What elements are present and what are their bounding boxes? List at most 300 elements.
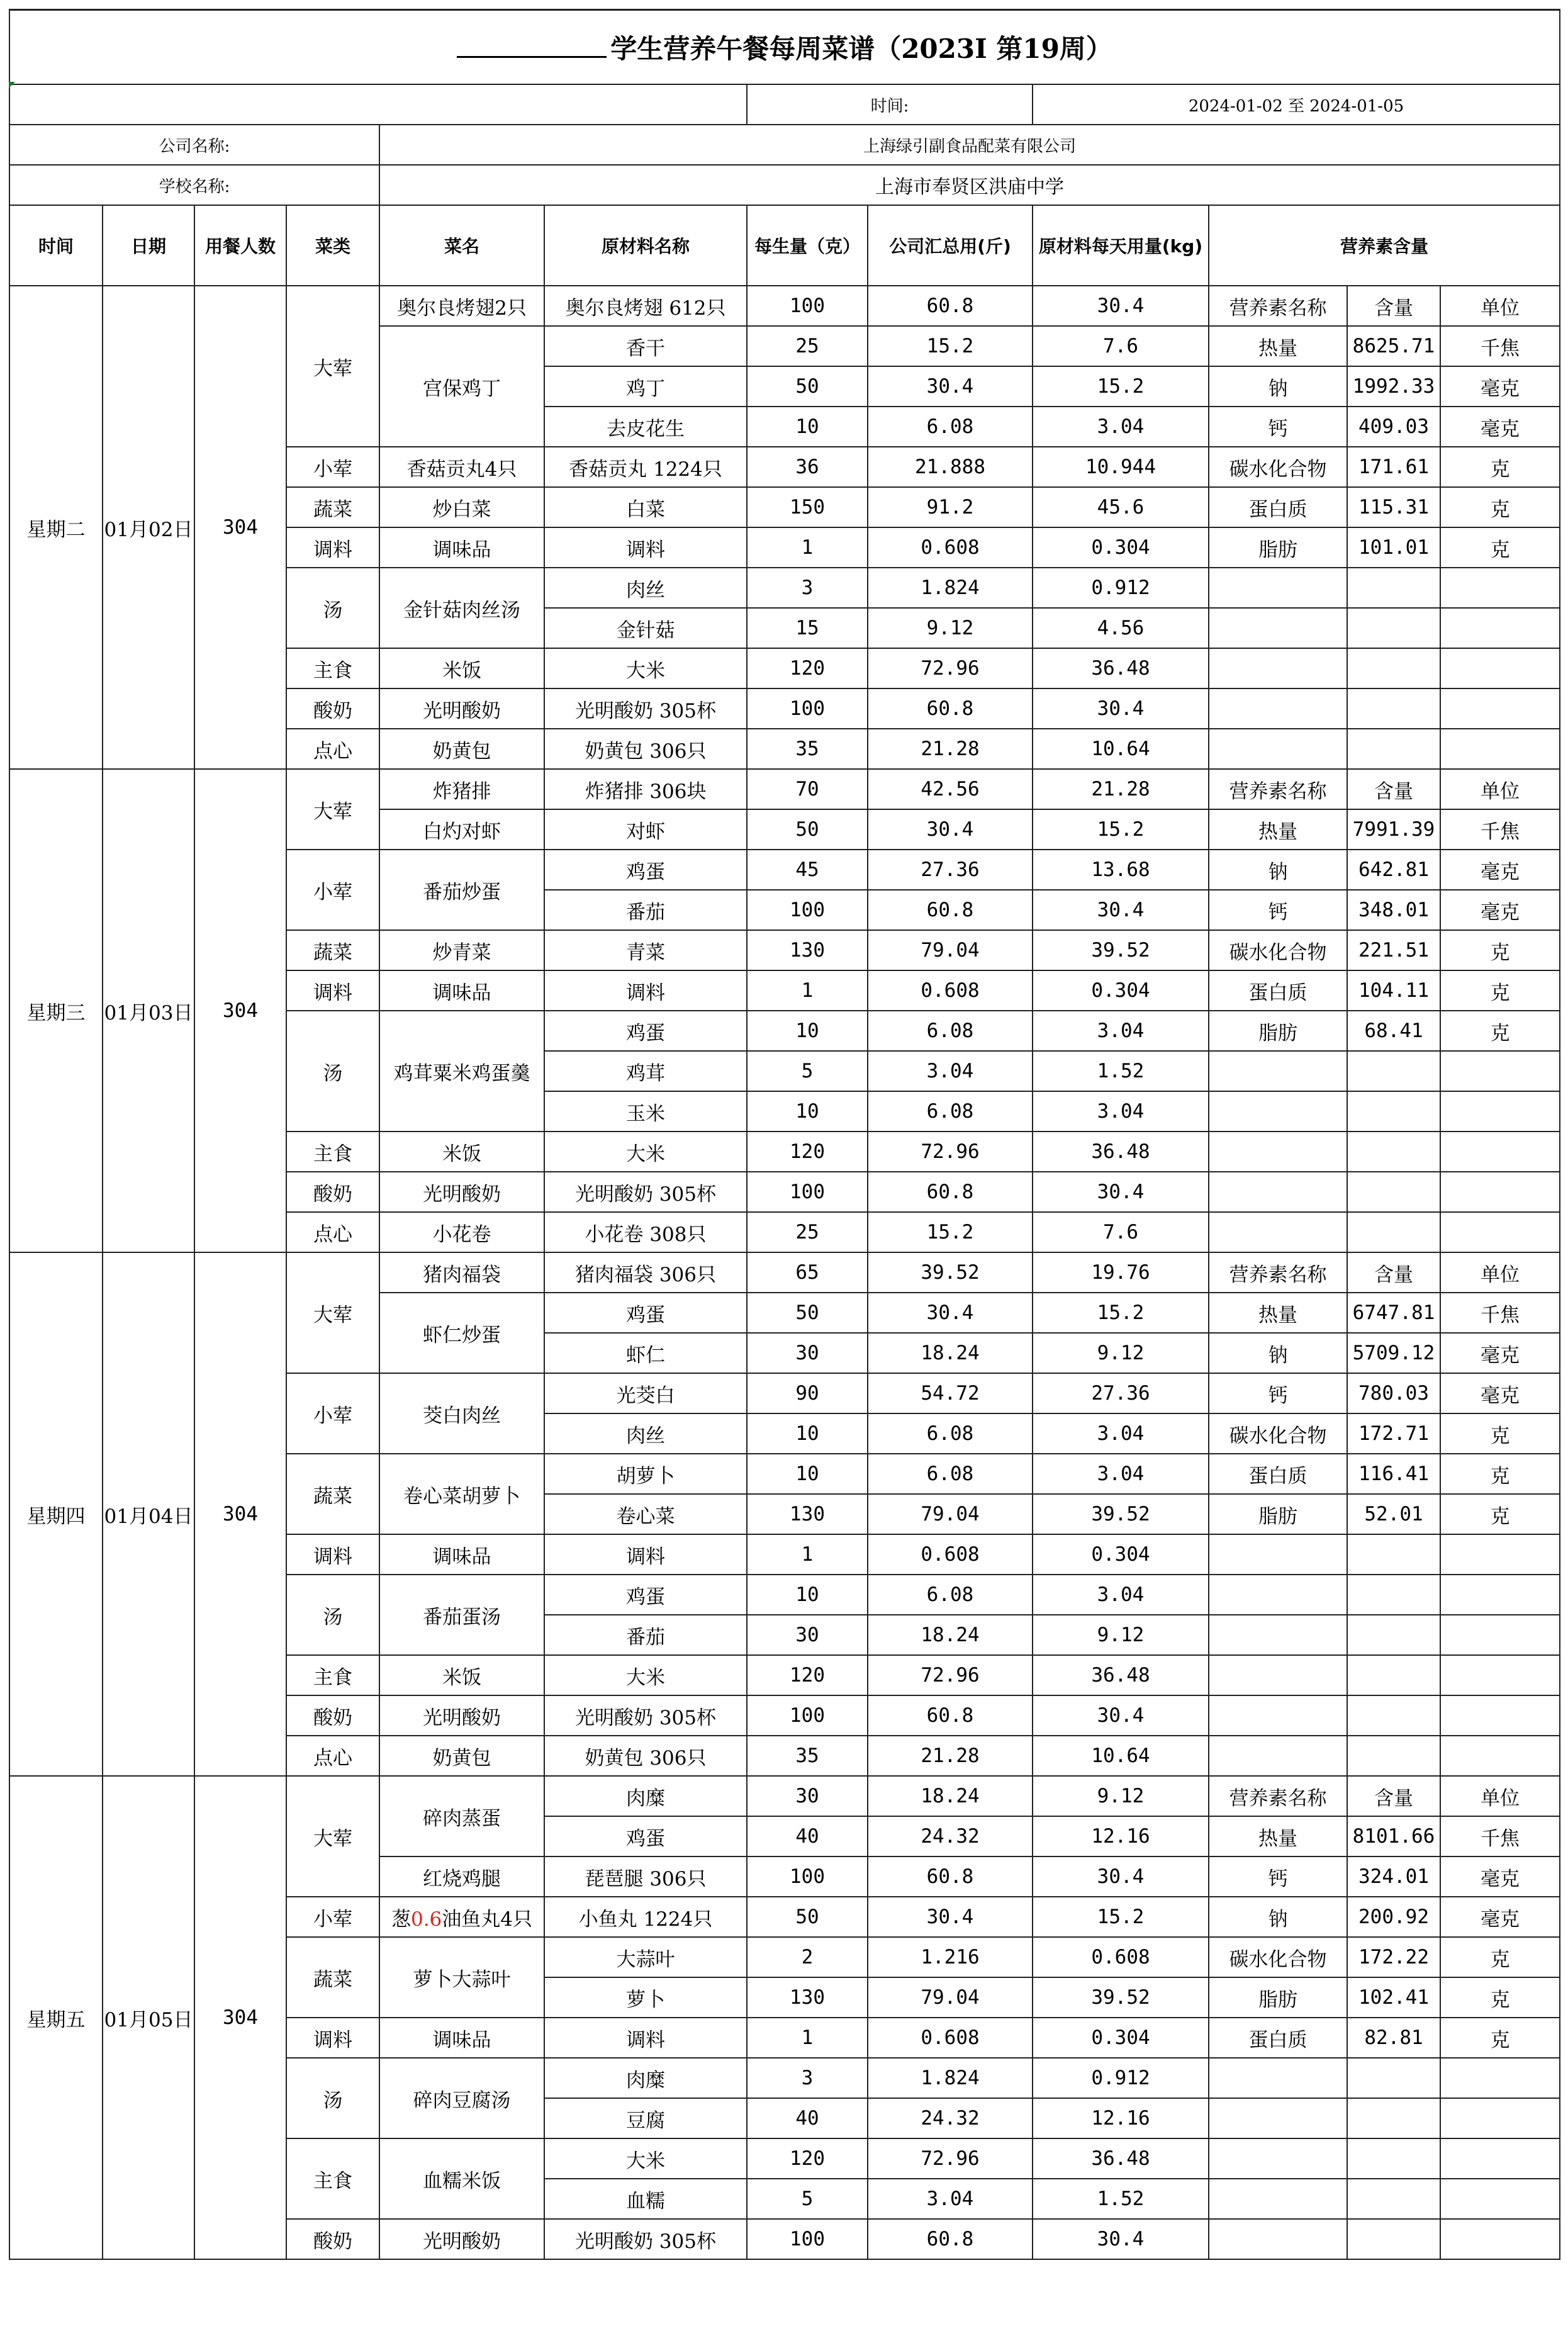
daily-usage-cell: 12.16	[1033, 1816, 1209, 1856]
category-cell: 大荤	[286, 1776, 379, 1897]
empty-cell	[1347, 1212, 1440, 1252]
per-student-cell: 30	[747, 1615, 868, 1655]
date-cell: 01月05日	[103, 1776, 194, 2259]
ingredient-cell: 肉糜	[544, 2058, 747, 2098]
company-total-cell: 21.28	[868, 729, 1033, 769]
empty-cell	[1209, 2138, 1347, 2179]
per-student-cell: 70	[747, 769, 868, 809]
school-label: 学校名称:	[9, 165, 379, 205]
empty-cell	[1209, 1736, 1347, 1776]
company-label: 公司名称:	[9, 125, 379, 165]
nutrient-name-cell: 脂肪	[1209, 1494, 1347, 1534]
daily-usage-cell: 10.64	[1033, 1736, 1209, 1776]
nutrient-amount-cell: 171.61	[1347, 447, 1440, 487]
per-student-cell: 50	[747, 1293, 868, 1333]
daily-usage-cell: 30.4	[1033, 1695, 1209, 1736]
per-student-cell: 100	[747, 1856, 868, 1897]
empty-cell	[1440, 1172, 1560, 1212]
daily-usage-cell: 7.6	[1033, 1212, 1209, 1252]
daily-usage-cell: 9.12	[1033, 1776, 1209, 1816]
dish-name-cell: 红烧鸡腿	[379, 1856, 544, 1897]
dish-name-cell: 金针菇肉丝汤	[379, 568, 544, 648]
company-total-cell: 1.216	[868, 1937, 1033, 1977]
company-total-cell: 24.32	[868, 1816, 1033, 1856]
empty-cell	[1209, 2058, 1347, 2098]
dish-name-cell	[379, 1897, 544, 1937]
ingredient-cell: 鸡蛋	[544, 1293, 747, 1333]
dish-name-cell: 虾仁炒蛋	[379, 1293, 544, 1373]
empty-cell	[1209, 1695, 1347, 1736]
dish-name-cell: 番茄炒蛋	[379, 850, 544, 930]
daily-usage-cell: 15.2	[1033, 1897, 1209, 1937]
company-total-cell: 72.96	[868, 1132, 1033, 1172]
per-student-cell: 120	[747, 2138, 868, 2179]
nutrient-name-cell: 碳水化合物	[1209, 1413, 1347, 1454]
ingredient-cell: 白菜	[544, 487, 747, 527]
dish-name-part: 油鱼丸4只	[442, 1907, 533, 1931]
nutrient-unit-cell: 单位	[1440, 286, 1560, 326]
company-total-cell: 6.08	[868, 1575, 1033, 1615]
time-value: 2024-01-02 至 2024-01-05	[1033, 84, 1560, 125]
per-student-cell: 130	[747, 1494, 868, 1534]
table-row	[9, 1252, 1560, 1293]
empty-cell	[1347, 1575, 1440, 1615]
header-cell: 菜名	[379, 205, 544, 286]
nutrient-amount-cell: 200.92	[1347, 1897, 1440, 1937]
category-cell: 汤	[286, 568, 379, 648]
category-cell: 大荤	[286, 286, 379, 447]
nutrient-unit-cell: 单位	[1440, 1776, 1560, 1816]
nutrient-name-cell: 热量	[1209, 326, 1347, 366]
per-student-cell: 50	[747, 809, 868, 850]
dish-name-cell: 调味品	[379, 2018, 544, 2058]
company-total-cell: 27.36	[868, 850, 1033, 890]
per-student-cell: 150	[747, 487, 868, 527]
company-total-cell: 60.8	[868, 1695, 1033, 1736]
category-cell: 酸奶	[286, 1172, 379, 1212]
empty-cell	[1209, 608, 1347, 648]
dish-name-cell: 炒青菜	[379, 930, 544, 970]
per-student-cell: 50	[747, 366, 868, 407]
empty-cell	[1209, 1091, 1347, 1132]
empty-cell	[1440, 1615, 1560, 1655]
per-student-cell: 10	[747, 1575, 868, 1615]
nutrient-unit-cell: 克	[1440, 1937, 1560, 1977]
ingredient-cell: 光茭白	[544, 1373, 747, 1413]
category-cell: 点心	[286, 1212, 379, 1252]
company-total-cell: 72.96	[868, 1655, 1033, 1695]
empty-cell	[1209, 729, 1347, 769]
daily-usage-cell: 13.68	[1033, 850, 1209, 890]
nutrient-amount-cell: 324.01	[1347, 1856, 1440, 1897]
per-student-cell: 120	[747, 1132, 868, 1172]
daily-usage-cell: 30.4	[1033, 1856, 1209, 1897]
company-total-cell: 91.2	[868, 487, 1033, 527]
empty-cell	[1209, 648, 1347, 688]
ingredient-cell: 去皮花生	[544, 407, 747, 447]
company-total-cell: 79.04	[868, 1977, 1033, 2018]
per-student-cell: 40	[747, 2098, 868, 2138]
per-student-cell: 90	[747, 1373, 868, 1413]
day-cell: 星期五	[9, 1776, 103, 2259]
daily-usage-cell: 21.28	[1033, 769, 1209, 809]
per-student-cell: 30	[747, 1333, 868, 1373]
dish-name-cell: 炸猪排	[379, 769, 544, 809]
category-cell: 蔬菜	[286, 1454, 379, 1534]
empty-cell	[1440, 2058, 1560, 2098]
daily-usage-cell: 36.48	[1033, 1132, 1209, 1172]
ingredient-cell: 番茄	[544, 1615, 747, 1655]
category-cell: 点心	[286, 1736, 379, 1776]
ingredient-cell: 奶黄包 306只	[544, 1736, 747, 1776]
empty-cell	[1209, 1132, 1347, 1172]
empty-cell	[1347, 608, 1440, 648]
company-total-cell: 18.24	[868, 1333, 1033, 1373]
per-student-cell: 1	[747, 527, 868, 568]
per-student-cell: 25	[747, 1212, 868, 1252]
header-cell: 原材料每天用量(kg)	[1033, 205, 1209, 286]
header-cell: 公司汇总用(斤)	[868, 205, 1033, 286]
empty-cell	[1347, 1695, 1440, 1736]
nutrient-amount-cell: 含量	[1347, 1776, 1440, 1816]
daily-usage-cell: 0.304	[1033, 2018, 1209, 2058]
ingredient-cell: 鸡丁	[544, 366, 747, 407]
empty-cell	[1347, 729, 1440, 769]
company-total-cell: 18.24	[868, 1615, 1033, 1655]
nutrient-name-cell: 热量	[1209, 809, 1347, 850]
ingredient-cell: 光明酸奶 305杯	[544, 1695, 747, 1736]
empty-cell	[1347, 1051, 1440, 1091]
sheet-corner-mark	[9, 82, 15, 88]
company-total-cell: 15.2	[868, 1212, 1033, 1252]
company-total-cell: 30.4	[868, 1293, 1033, 1333]
daily-usage-cell: 36.48	[1033, 2138, 1209, 2179]
company-value: 上海绿引副食品配菜有限公司	[379, 125, 1560, 165]
category-cell: 调料	[286, 527, 379, 568]
nutrient-amount-cell: 104.11	[1347, 970, 1440, 1011]
per-student-cell: 130	[747, 930, 868, 970]
daily-usage-cell: 3.04	[1033, 1454, 1209, 1494]
nutrient-amount-cell: 115.31	[1347, 487, 1440, 527]
ingredient-cell: 鸡蛋	[544, 850, 747, 890]
daily-usage-cell: 30.4	[1033, 688, 1209, 729]
daily-usage-cell: 0.912	[1033, 2058, 1209, 2098]
per-student-cell: 100	[747, 286, 868, 326]
per-student-cell: 10	[747, 1011, 868, 1051]
nutrient-amount-cell: 642.81	[1347, 850, 1440, 890]
category-cell: 蔬菜	[286, 487, 379, 527]
daily-usage-cell: 4.56	[1033, 608, 1209, 648]
empty-cell	[1440, 1534, 1560, 1575]
table-row	[9, 769, 1560, 809]
nutrient-amount-cell: 含量	[1347, 286, 1440, 326]
nutrient-unit-cell: 单位	[1440, 1252, 1560, 1293]
dish-name-cell: 鸡茸粟米鸡蛋羹	[379, 1011, 544, 1132]
dish-name-cell: 奶黄包	[379, 1736, 544, 1776]
per-student-cell: 100	[747, 1172, 868, 1212]
empty-cell	[1209, 2179, 1347, 2219]
empty-cell	[1347, 1534, 1440, 1575]
daily-usage-cell: 0.304	[1033, 527, 1209, 568]
ingredient-cell: 虾仁	[544, 1333, 747, 1373]
nutrient-unit-cell: 克	[1440, 1454, 1560, 1494]
ingredient-cell: 鸡蛋	[544, 1816, 747, 1856]
daily-usage-cell: 30.4	[1033, 2219, 1209, 2259]
nutrient-name-cell: 营养素名称	[1209, 769, 1347, 809]
company-total-cell: 60.8	[868, 2219, 1033, 2259]
empty-cell	[1440, 2098, 1560, 2138]
company-total-cell: 6.08	[868, 407, 1033, 447]
ingredient-cell: 金针菇	[544, 608, 747, 648]
company-total-cell: 54.72	[868, 1373, 1033, 1413]
table-row	[9, 286, 1560, 326]
ingredient-cell: 奥尔良烤翅 612只	[544, 286, 747, 326]
company-total-cell: 6.08	[868, 1011, 1033, 1051]
ingredient-cell: 小花卷 308只	[544, 1212, 747, 1252]
dish-name-cell: 碎肉蒸蛋	[379, 1776, 544, 1856]
dish-name-cell: 奥尔良烤翅2只	[379, 286, 544, 326]
empty-cell	[1440, 2179, 1560, 2219]
company-total-cell: 15.2	[868, 326, 1033, 366]
ingredient-cell: 大米	[544, 1132, 747, 1172]
per-student-cell: 100	[747, 688, 868, 729]
per-student-cell: 10	[747, 1413, 868, 1454]
nutrient-name-cell: 蛋白质	[1209, 1454, 1347, 1494]
diners-cell: 304	[194, 769, 286, 1252]
nutrient-amount-cell: 含量	[1347, 769, 1440, 809]
per-student-cell: 10	[747, 1091, 868, 1132]
nutrient-amount-cell: 5709.12	[1347, 1333, 1440, 1373]
nutrient-name-cell: 钠	[1209, 850, 1347, 890]
nutrient-unit-cell: 千焦	[1440, 1293, 1560, 1333]
per-student-cell: 65	[747, 1252, 868, 1293]
company-total-cell: 1.824	[868, 568, 1033, 608]
ingredient-cell: 血糯	[544, 2179, 747, 2219]
daily-usage-cell: 36.48	[1033, 648, 1209, 688]
nutrient-unit-cell: 克	[1440, 1977, 1560, 2018]
dish-name-cell: 炒白菜	[379, 487, 544, 527]
daily-usage-cell: 10.944	[1033, 447, 1209, 487]
daily-usage-cell: 45.6	[1033, 487, 1209, 527]
time-label: 时间:	[747, 84, 1033, 125]
dish-name-cell: 调味品	[379, 1534, 544, 1575]
school-value: 上海市奉贤区洪庙中学	[379, 165, 1560, 205]
empty-cell	[1440, 1132, 1560, 1172]
empty-cell	[1209, 2219, 1347, 2259]
per-student-cell: 100	[747, 890, 868, 930]
empty-cell	[1347, 2058, 1440, 2098]
empty-cell	[1347, 1091, 1440, 1132]
dish-name-cell: 茭白肉丝	[379, 1373, 544, 1454]
nutrient-name-cell: 钠	[1209, 366, 1347, 407]
ingredient-cell: 炸猪排 306块	[544, 769, 747, 809]
company-total-cell: 72.96	[868, 648, 1033, 688]
ingredient-cell: 对虾	[544, 809, 747, 850]
per-student-cell: 3	[747, 568, 868, 608]
nutrient-unit-cell: 克	[1440, 2018, 1560, 2058]
daily-usage-cell: 3.04	[1033, 1575, 1209, 1615]
daily-usage-cell: 1.52	[1033, 2179, 1209, 2219]
empty-cell	[1347, 2138, 1440, 2179]
dish-name-cell: 光明酸奶	[379, 1695, 544, 1736]
diners-cell: 304	[194, 1252, 286, 1776]
category-cell: 小荤	[286, 1373, 379, 1454]
empty-cell	[1440, 1051, 1560, 1091]
empty-cell	[1440, 2138, 1560, 2179]
daily-usage-cell: 15.2	[1033, 366, 1209, 407]
empty-cell	[1209, 1655, 1347, 1695]
ingredient-cell: 鸡蛋	[544, 1011, 747, 1051]
nutrient-unit-cell: 毫克	[1440, 1373, 1560, 1413]
empty-cell	[1347, 1615, 1440, 1655]
ingredient-cell: 香干	[544, 326, 747, 366]
ingredient-cell: 香菇贡丸 1224只	[544, 447, 747, 487]
nutrient-amount-cell: 82.81	[1347, 2018, 1440, 2058]
category-cell: 酸奶	[286, 2219, 379, 2259]
table-row	[9, 1776, 1560, 1816]
nutrient-unit-cell: 毫克	[1440, 1856, 1560, 1897]
dish-name-part: 葱	[391, 1907, 411, 1931]
school-row	[9, 165, 1560, 205]
category-cell: 蔬菜	[286, 1937, 379, 2018]
header-cell: 营养素含量	[1209, 205, 1560, 286]
category-cell: 调料	[286, 2018, 379, 2058]
per-student-cell: 5	[747, 1051, 868, 1091]
daily-usage-cell: 9.12	[1033, 1333, 1209, 1373]
daily-usage-cell: 15.2	[1033, 809, 1209, 850]
category-cell: 汤	[286, 2058, 379, 2138]
per-student-cell: 100	[747, 1695, 868, 1736]
per-student-cell: 25	[747, 326, 868, 366]
nutrient-amount-cell: 8625.71	[1347, 326, 1440, 366]
company-total-cell: 24.32	[868, 2098, 1033, 2138]
company-total-cell: 79.04	[868, 1494, 1033, 1534]
daily-usage-cell: 3.04	[1033, 1413, 1209, 1454]
per-student-cell: 5	[747, 2179, 868, 2219]
company-total-cell: 21.28	[868, 1736, 1033, 1776]
header-row	[9, 205, 1560, 286]
nutrient-name-cell: 蛋白质	[1209, 2018, 1347, 2058]
dish-name-cell: 香菇贡丸4只	[379, 447, 544, 487]
nutrient-unit-cell: 毫克	[1440, 1333, 1560, 1373]
empty-cell	[1440, 608, 1560, 648]
ingredient-cell: 调料	[544, 970, 747, 1011]
nutrient-unit-cell: 克	[1440, 487, 1560, 527]
category-cell: 小荤	[286, 850, 379, 930]
header-cell: 每生量（克）	[747, 205, 868, 286]
ingredient-cell: 萝卜	[544, 1977, 747, 2018]
company-total-cell: 0.608	[868, 1534, 1033, 1575]
company-total-cell: 79.04	[868, 930, 1033, 970]
day-cell: 星期四	[9, 1252, 103, 1776]
nutrient-name-cell: 蛋白质	[1209, 970, 1347, 1011]
dish-name-cell: 卷心菜胡萝卜	[379, 1454, 544, 1534]
per-student-cell: 30	[747, 1776, 868, 1816]
empty-cell	[1347, 1172, 1440, 1212]
per-student-cell: 120	[747, 1655, 868, 1695]
category-cell: 小荤	[286, 447, 379, 487]
nutrient-name-cell: 钙	[1209, 407, 1347, 447]
empty-cell	[1209, 568, 1347, 608]
company-total-cell: 3.04	[868, 2179, 1033, 2219]
category-cell: 大荤	[286, 769, 379, 850]
nutrient-name-cell: 营养素名称	[1209, 1252, 1347, 1293]
category-cell: 蔬菜	[286, 930, 379, 970]
per-student-cell: 40	[747, 1816, 868, 1856]
nutrient-unit-cell: 千焦	[1440, 326, 1560, 366]
category-cell: 点心	[286, 729, 379, 769]
nutrient-unit-cell: 克	[1440, 447, 1560, 487]
dish-name-cell: 米饭	[379, 1655, 544, 1695]
category-cell: 调料	[286, 970, 379, 1011]
daily-usage-cell: 0.304	[1033, 1534, 1209, 1575]
ingredient-cell: 大米	[544, 2138, 747, 2179]
nutrient-name-cell: 营养素名称	[1209, 286, 1347, 326]
time-row	[9, 84, 1560, 125]
nutrient-name-cell: 钙	[1209, 1373, 1347, 1413]
nutrient-amount-cell: 221.51	[1347, 930, 1440, 970]
title-blank-line	[457, 35, 607, 58]
daily-usage-cell: 19.76	[1033, 1252, 1209, 1293]
nutrient-amount-cell: 8101.66	[1347, 1816, 1440, 1856]
per-student-cell: 50	[747, 1897, 868, 1937]
daily-usage-cell: 3.04	[1033, 407, 1209, 447]
empty-cell	[1440, 1655, 1560, 1695]
dish-name-cell: 光明酸奶	[379, 1172, 544, 1212]
nutrient-unit-cell: 克	[1440, 970, 1560, 1011]
ingredient-cell: 大米	[544, 648, 747, 688]
category-cell: 酸奶	[286, 1695, 379, 1736]
header-cell: 日期	[103, 205, 194, 286]
dish-name-cell: 调味品	[379, 970, 544, 1011]
nutrient-unit-cell: 克	[1440, 1413, 1560, 1454]
per-student-cell: 130	[747, 1977, 868, 2018]
dish-name-cell: 光明酸奶	[379, 2219, 544, 2259]
daily-usage-cell: 30.4	[1033, 286, 1209, 326]
company-total-cell: 30.4	[868, 1897, 1033, 1937]
empty-cell	[1440, 1212, 1560, 1252]
empty-cell	[1440, 1736, 1560, 1776]
empty-cell	[1440, 2219, 1560, 2259]
company-total-cell: 0.608	[868, 970, 1033, 1011]
nutrient-unit-cell: 毫克	[1440, 366, 1560, 407]
category-cell: 主食	[286, 2138, 379, 2219]
empty-cell	[1347, 1655, 1440, 1695]
company-total-cell: 60.8	[868, 1856, 1033, 1897]
menu-sheet	[9, 9, 1559, 2260]
category-cell: 调料	[286, 1534, 379, 1575]
nutrient-amount-cell: 6747.81	[1347, 1293, 1440, 1333]
empty-cell	[1440, 1695, 1560, 1736]
category-cell: 主食	[286, 648, 379, 688]
category-cell: 汤	[286, 1011, 379, 1132]
daily-usage-cell: 10.64	[1033, 729, 1209, 769]
empty-cell	[1347, 2179, 1440, 2219]
nutrient-amount-cell: 780.03	[1347, 1373, 1440, 1413]
daily-usage-cell: 0.304	[1033, 970, 1209, 1011]
nutrient-name-cell: 脂肪	[1209, 1011, 1347, 1051]
nutrient-name-cell: 钠	[1209, 1897, 1347, 1937]
per-student-cell: 45	[747, 850, 868, 890]
header-cell: 菜类	[286, 205, 379, 286]
dish-name-cell: 小花卷	[379, 1212, 544, 1252]
nutrient-unit-cell: 千焦	[1440, 1816, 1560, 1856]
title-text: 学生营养午餐每周菜谱（2023I 第19周）	[610, 33, 1112, 64]
empty-cell	[1209, 1575, 1347, 1615]
nutrient-amount-cell: 7991.39	[1347, 809, 1440, 850]
nutrient-name-cell: 钠	[1209, 1333, 1347, 1373]
nutrient-unit-cell: 克	[1440, 1494, 1560, 1534]
